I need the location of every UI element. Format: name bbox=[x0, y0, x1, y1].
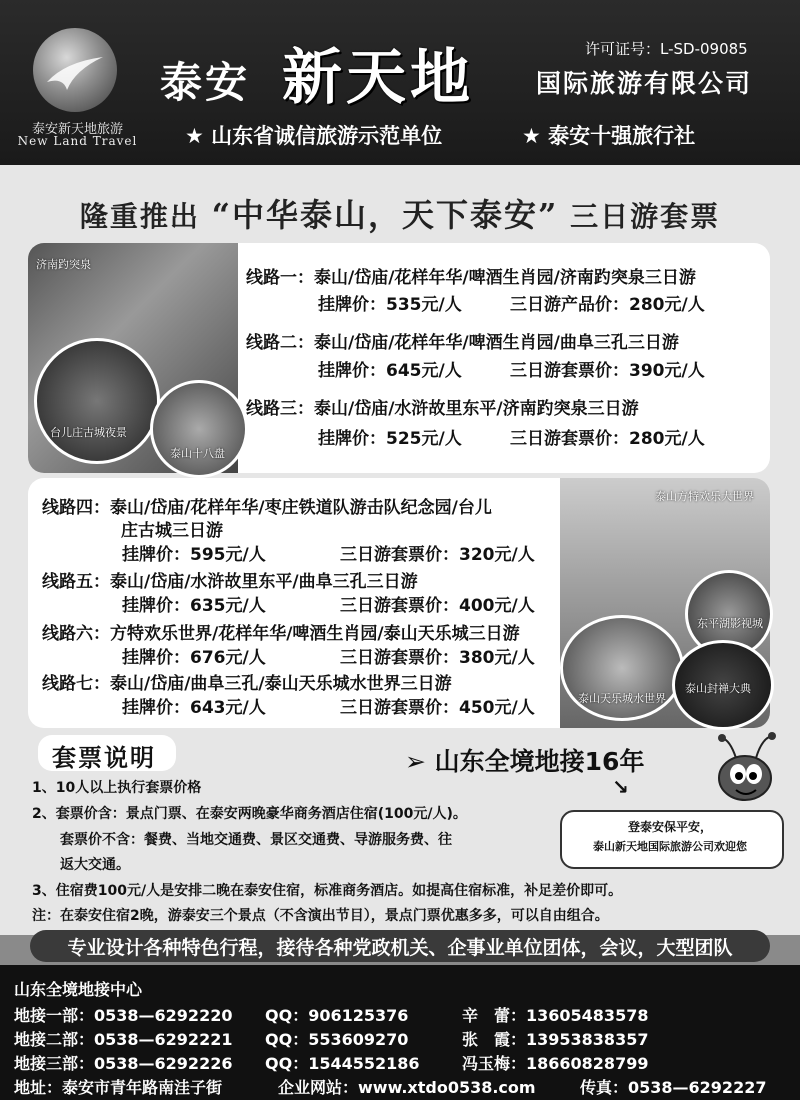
route-package-price: 三日游套票价：280元/人 bbox=[510, 429, 705, 449]
route-package-price: 三日游套票价：450元/人 bbox=[340, 698, 535, 718]
logo-chinese-name: 泰安新天地旅游 bbox=[31, 122, 123, 137]
note-line: 3、住宿费100元/人是安排二晚在泰安住宿，标准商务酒店。如提高住宿标准，补足差价即可。 bbox=[32, 883, 623, 899]
route-list-price: 挂牌价：525元/人 bbox=[318, 429, 462, 449]
route-title: 线路六：方特欢乐世界/花样年华/啤酒生肖园/泰山天乐城三日游 bbox=[42, 624, 520, 644]
welcome-line-1: 登泰安保平安， bbox=[627, 820, 712, 834]
route-title-continued: 庄古城三日游 bbox=[121, 521, 223, 541]
scenic-photo-round bbox=[150, 380, 248, 478]
route-package-price: 三日游套票价：320元/人 bbox=[340, 545, 535, 565]
photo-label: 济南趵突泉 bbox=[36, 258, 91, 271]
welcome-line-2: 泰山新天地国际旅游公司欢迎您 bbox=[593, 840, 747, 853]
route-title: 线路七：泰山/岱庙/曲阜三孔/泰山天乐城水世界三日游 bbox=[42, 674, 452, 694]
scenic-photo-round bbox=[34, 338, 160, 464]
route-list-price: 挂牌价：676元/人 bbox=[122, 648, 266, 668]
footer-contact-person: 辛 蕾：13605483578 bbox=[462, 1006, 649, 1025]
footer-qq: QQ：906125376 bbox=[265, 1006, 409, 1025]
note-line: 1、10人以上执行套票价格 bbox=[32, 780, 202, 796]
footer-address: 地址：泰安市青年路南洼子街 bbox=[14, 1078, 223, 1097]
photo-label: 泰山封禅大典 bbox=[685, 682, 751, 695]
service-banner-text: 专业设计各种特色行程，接待各种党政机关、企事业单位团体，会议，大型团队 bbox=[67, 937, 733, 959]
honor-top-ten: ★ 泰安十强旅行社 bbox=[522, 124, 696, 148]
headline-quote: “中华泰山，天下泰安” bbox=[211, 196, 559, 234]
honor-credit-unit: ★ 山东省诚信旅游示范单位 bbox=[185, 124, 443, 148]
headline bbox=[0, 190, 800, 236]
ground-service-slogan: ➢ 山东全境地接16年 bbox=[405, 747, 645, 776]
headline-prefix: 隆重推出 bbox=[79, 200, 200, 233]
ant-mascot-icon bbox=[700, 730, 785, 810]
footer-contact-person: 冯玉梅：18660828799 bbox=[462, 1054, 649, 1073]
route-title: 线路一：泰山/岱庙/花样年华/啤酒生肖园/济南趵突泉三日游 bbox=[246, 268, 696, 288]
footer-qq: QQ：553609270 bbox=[265, 1030, 409, 1049]
notes-title: 套票说明 bbox=[52, 744, 156, 772]
route-package-price: 三日游套票价：400元/人 bbox=[340, 596, 535, 616]
footer-contact-person: 张 霞：13953838357 bbox=[462, 1030, 649, 1049]
route-list-price: 挂牌价：535元/人 bbox=[318, 295, 462, 315]
note-line: 注：在泰安住宿2晚，游泰安三个景点（不含演出节目），景点门票优惠多多，可以自由组合。 bbox=[32, 908, 609, 924]
footer-fax: 传真：0538—6292227 bbox=[580, 1078, 767, 1097]
photo-label: 泰山方特欢乐大世界 bbox=[655, 490, 754, 503]
route-list-price: 挂牌价：643元/人 bbox=[122, 698, 266, 718]
route-title: 线路五：泰山/岱庙/水浒故里东平/曲阜三孔三日游 bbox=[42, 572, 418, 592]
headline-suffix: 三日游套票 bbox=[570, 200, 721, 233]
company-name-city: 泰安 bbox=[160, 58, 251, 107]
route-package-price: 三日游套票价：380元/人 bbox=[340, 648, 535, 668]
footer-website: 企业网站：www.xtdo0538.com bbox=[278, 1078, 536, 1097]
route-title: 线路四：泰山/岱庙/花样年华/枣庄铁道队游击队纪念园/台儿 bbox=[42, 498, 492, 518]
route-package-price: 三日游套票价：390元/人 bbox=[510, 361, 705, 381]
company-name-suffix: 国际旅游有限公司 bbox=[536, 69, 753, 98]
license-number: 许可证号：L-SD-09085 bbox=[585, 40, 748, 58]
route-list-price: 挂牌价：645元/人 bbox=[318, 361, 462, 381]
footer-dept-phone: 地接二部：0538—6292221 bbox=[14, 1030, 233, 1049]
note-line: 套票价不含：餐费、当地交通费、景区交通费、导游服务费、往 bbox=[60, 832, 452, 848]
logo-english-name: New Land Travel bbox=[17, 134, 138, 148]
photo-label: 台儿庄古城夜景 bbox=[50, 426, 127, 439]
photo-label: 东平湖影视城 bbox=[697, 617, 763, 630]
footer-dept-phone: 地接一部：0538—6292220 bbox=[14, 1006, 233, 1025]
note-line: 返大交通。 bbox=[60, 857, 130, 873]
footer-center-title: 山东全境地接中心 bbox=[14, 980, 143, 999]
route-list-price: 挂牌价：595元/人 bbox=[122, 545, 266, 565]
company-name-brand: 新天地 bbox=[282, 43, 474, 113]
photo-label: 泰山天乐城水世界 bbox=[578, 692, 666, 705]
footer-qq: QQ：1544552186 bbox=[265, 1054, 420, 1073]
logo-swoosh-icon bbox=[45, 52, 105, 92]
route-title: 线路三：泰山/岱庙/水浒故里东平/济南趵突泉三日游 bbox=[246, 399, 639, 419]
route-package-price: 三日游产品价：280元/人 bbox=[510, 295, 705, 315]
arrow-icon: ↘ bbox=[612, 775, 629, 799]
route-list-price: 挂牌价：635元/人 bbox=[122, 596, 266, 616]
route-title: 线路二：泰山/岱庙/花样年华/啤酒生肖园/曲阜三孔三日游 bbox=[246, 333, 679, 353]
photo-label: 泰山十八盘 bbox=[170, 447, 225, 460]
footer-dept-phone: 地接三部：0538—6292226 bbox=[14, 1054, 233, 1073]
note-line: 2、套票价含：景点门票、在泰安两晚豪华商务酒店住宿(100元/人)。 bbox=[32, 806, 467, 822]
